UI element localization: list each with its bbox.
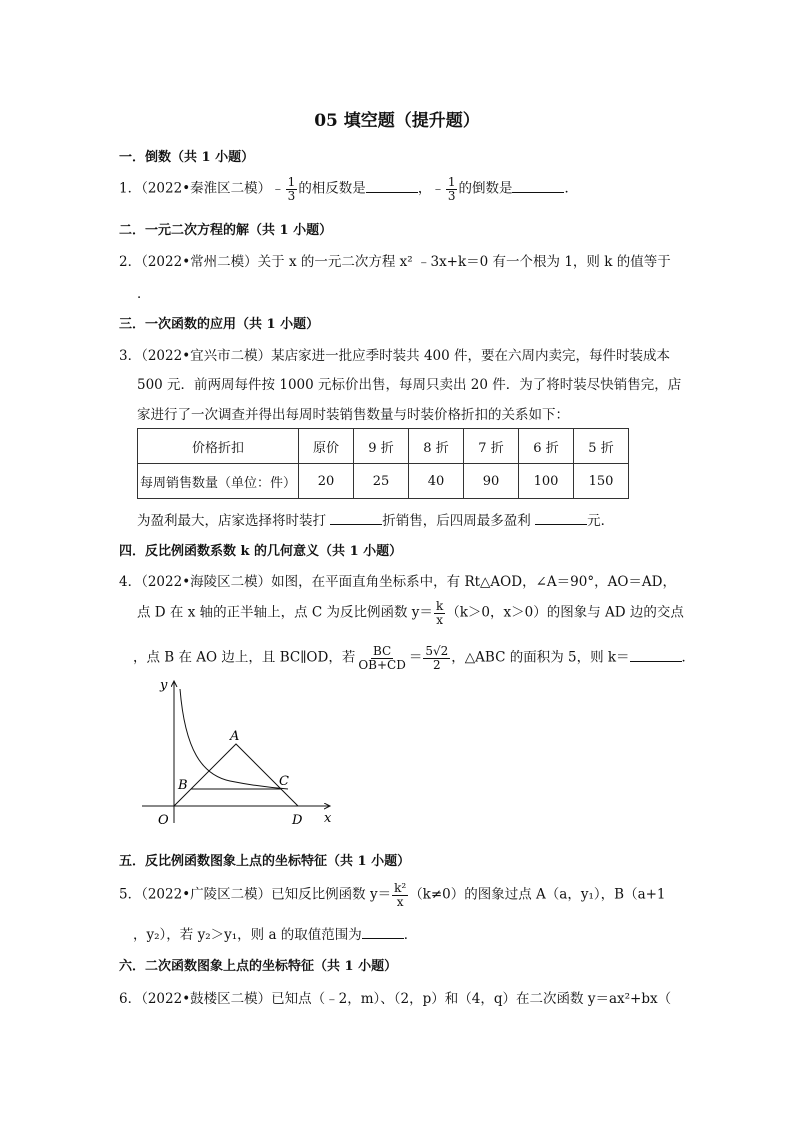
discount-sales-table [137,428,629,499]
answer-blank [535,512,587,525]
fraction-one-third: $\frac{1}{3}$ [287,175,296,203]
question-3-line-2: 500 元．前两周每件按 1000 元标价出售，每周只卖出 20 件．为了将时装尽快销售完，店 [137,377,682,393]
figure-label: C [279,774,289,789]
section-heading-6: 六．二次函数图象上点的坐标特征（共 1 小题） [119,959,398,974]
table-header-row [138,429,629,464]
answer-blank [330,512,382,525]
answer-blank [512,180,564,193]
fraction-k-squared-over-x: $\frac{\text{k²}}{x}$ [394,881,407,909]
table-cell: 原价 [299,429,354,464]
table-cell: 8 折 [409,429,464,464]
figure-label: B [178,778,188,793]
table-cell: 100 [519,464,574,499]
table-cell: 6 折 [519,429,574,464]
table-cell: 每周销售数量（单位：件） [138,464,299,499]
question-4-line-3: ，点 B 在 AO 边上，且 BC∥OD，若 $\frac{BC}{OB+CD}$ ＝ $\frac{5√2}{2}$ ，△ABC 的面积为 5，则 k＝ ． [133,644,696,672]
question-4: 4．（2022•海陵区二模）如图，在平面直角坐标系中，有 Rt△AOD，∠A＝90°，AO＝AD， [119,574,676,590]
question-3-line-3: 家进行了一次调查并得出每周时装销售数量与时装价格折扣的关系如下： [137,407,569,423]
table-cell: 5 折 [574,429,629,464]
table-cell: 7 折 [464,429,519,464]
answer-blank [630,649,682,662]
question-6: 6．（2022•鼓楼区二模）已知点（﹣2，m）、（2，p）和（4，q）在二次函数 y＝ax²+bx（ [119,991,672,1007]
fraction-five-root-two: $\frac{5√2}{2}$ [425,644,449,672]
section-heading-2: 二．一元二次方程的解（共 1 小题） [119,223,333,238]
section-heading-3: 三．一次函数的应用（共 1 小题） [119,317,320,332]
question-4-figure [140,675,345,830]
section-heading-4: 四．反比例函数系数 k 的几何意义（共 1 小题） [119,544,403,559]
question-3: 3．（2022•宜兴市二模）某店家进一批应季时装共 400 件，要在六周内卖完，每件时装成本 [119,348,671,364]
table-cell: 90 [464,464,519,499]
page-title: 05 填空题（提升题） [314,111,480,131]
question-2: 2．（2022•常州二模）关于 x 的一元二次方程 x² ﹣3x+k＝0 有一个根为 1，则 k 的值等于 [119,254,671,270]
question-5-line-2: ，y₂），若 y₂＞y₁，则 a 的取值范围为 ． [133,927,418,943]
figure-label: O [158,813,169,828]
table-row [138,464,629,499]
fraction-bc-ratio: $\frac{BC}{OB+CD}$ [358,644,406,672]
fraction-one-third: $\frac{1}{3}$ [447,175,456,203]
section-heading-1: 一．倒数（共 1 小题） [119,150,255,165]
figure-label: A [230,729,240,744]
answer-blank [362,926,404,939]
question-5: 5．（2022•广陵区二模）已知反比例函数 y＝ $\frac{\text{k²}}{x}$ （k≠0）的图象过点 A（a，y₁），B（a+1 [119,881,666,909]
figure-label: y [160,678,168,693]
table-cell: 40 [409,464,464,499]
table-cell: 25 [354,464,409,499]
question-2-continued: ． [137,286,151,302]
table-cell: 价格折扣 [138,429,299,464]
table-cell: 9 折 [354,429,409,464]
fraction-k-over-x: $\frac{k}{x}$ [435,599,444,627]
question-1: 1．（2022•秦淮区二模）﹣ $\frac{1}{3}$ 的相反数是 ，﹣ $\frac{1}{3}$ 的倒数是 ． [119,175,578,203]
question-4-line-2: 点 D 在 x 轴的正半轴上，点 C 为反比例函数 y＝ $\frac{k}{x}$ （k＞0，x＞0）的图象与 AD 边的交点 [137,599,684,627]
figure-label: x [324,811,332,826]
answer-blank [366,180,418,193]
section-heading-5: 五．反比例函数图象上点的坐标特征（共 1 小题） [119,854,411,869]
table-cell: 150 [574,464,629,499]
figure-label: D [292,813,303,828]
question-3-answer-line: 为盈利最大，店家选择将时装打 折销售，后四周最多盈利 元． [137,513,615,529]
table-cell: 20 [299,464,354,499]
